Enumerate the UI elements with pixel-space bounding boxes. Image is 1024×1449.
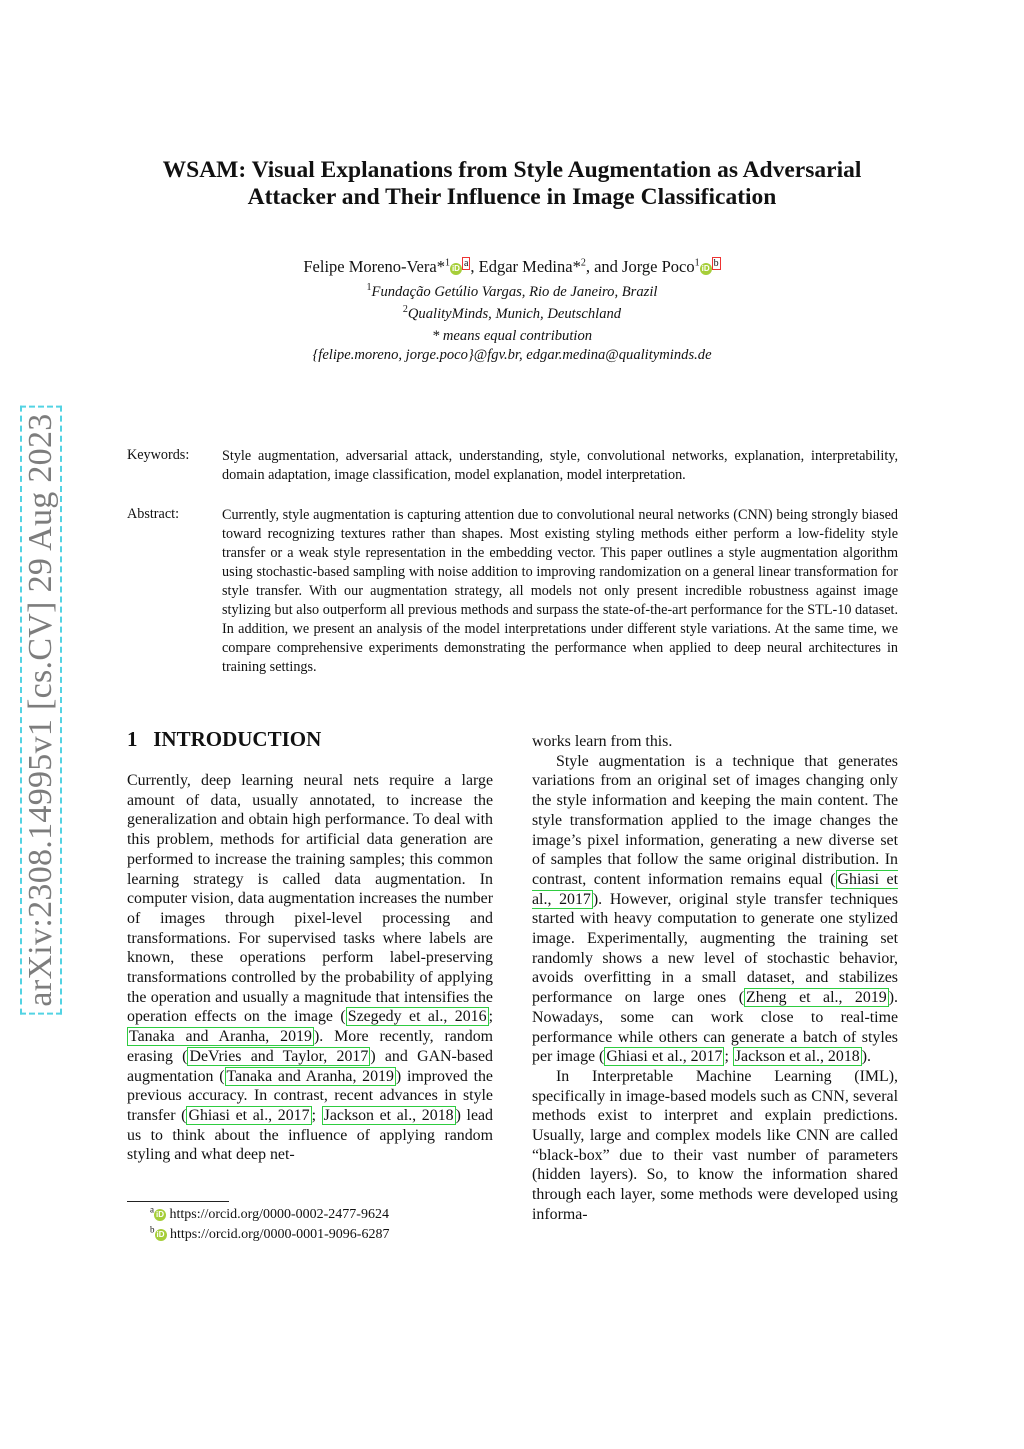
affiliation-number: 1 — [366, 282, 372, 294]
arxiv-stamp-text: arXiv:2308.14995v1 [cs.CV] 29 Aug 2023 — [20, 405, 62, 1014]
footnote-link[interactable]: b — [713, 257, 719, 269]
author-name: Jorge Poco — [622, 257, 695, 276]
body-text: ) and GAN-based augmentation ( — [127, 1047, 493, 1085]
body-text: Currently, deep learning neural nets require a large amount of data, usually annotated, to increase the generalization and obtain high performance. To deal with this problem, methods for artificial data generation are performed to increase the training samples; this common learning strategy is called data augmentation. In computer vision, data augmentation increases the number of images through pixel-level processing and transformations. For supervised tasks where labels are known, these operations perform label-preserving transformations controlled by the probability of applying the operation and usually a magnitude that intensifies the operation effects on the image ( — [127, 772, 493, 1026]
body-text: ) improved the previous accuracy. In contrast, recent advances in style transfer ( — [127, 1067, 493, 1124]
orcid-icon: iD — [156, 1210, 164, 1219]
body-text: ; — [488, 1008, 493, 1026]
citation-link[interactable]: Ghiasi et al., 2017 — [606, 1048, 723, 1066]
equal-contribution-note: * means equal contribution — [431, 328, 593, 344]
author-affiliation-mark: 1 — [444, 257, 450, 269]
affiliation-text: Fundação Getúlio Vargas, Rio de Janeiro, Brazil — [371, 284, 658, 300]
author-affiliation-mark: 1 — [694, 257, 700, 269]
author-affiliation-mark: 2 — [580, 257, 586, 269]
body-text: ). More recently, random erasing ( — [127, 1028, 493, 1065]
footnote-mark: b — [150, 1224, 155, 1235]
footnote-b — [150, 1224, 390, 1243]
section-number: 1 — [127, 727, 138, 751]
author-name: Felipe Moreno-Vera* — [303, 257, 445, 276]
arxiv-stamp[interactable] — [18, 400, 64, 1020]
affiliation-text: QualityMinds, Munich, Deutschland — [407, 306, 622, 322]
body-text: ) lead us to think about the influence of applying random styling and what deep net- — [127, 1106, 494, 1164]
body-text: ; — [311, 1106, 322, 1124]
author-emails: {felipe.moreno, jorge.poco}@fgv.br, edgar.medina@qualityminds.de — [312, 347, 712, 363]
footnote-mark: a — [150, 1204, 154, 1215]
paragraph — [127, 771, 493, 1165]
citation-link[interactable]: Ghiasi et al., 2017 — [532, 870, 898, 908]
author-separator: , and — [585, 257, 623, 276]
orcid-icon[interactable]: iD — [701, 264, 710, 273]
orcid-icon[interactable]: iD — [451, 264, 460, 273]
author-separator: , — [470, 257, 479, 276]
intro-right-column — [532, 732, 898, 1225]
paragraph: works learn from this. — [532, 733, 673, 750]
author-name: Edgar Medina* — [478, 257, 581, 276]
abstract-text: Currently, style augmentation is capturing attention due to convolutional neural networks (CNN) being strongly biased toward recognizing textures rather than shapes. Most existing styling methods either perform a low-fidelity style transfer or a weak style representation in the embedding vector. This paper outlines a style augmentation algorithm using stochastic-based sampling with noise addition to improving randomization on a general linear transformation for style transfer. With our augmentation strategy, all models not only present incredible robustness against image stylizing but also outperform all previous methods and surpass the state-of-the-art performance for the STL-10 dataset. In addition, we present an analysis of the model interpretations under different style variations. At the same time, we compare comprehensive experiments demonstrating the performance when applied to deep neural architectures in training settings. — [222, 507, 898, 675]
footnote-link[interactable]: a — [463, 257, 469, 269]
citation-link[interactable]: Tanaka and Aranha, 2019 — [226, 1067, 394, 1085]
affiliation-number: 2 — [402, 304, 408, 316]
orcid-icon: iD — [156, 1230, 165, 1239]
footnote-rule — [127, 1201, 229, 1202]
citation-link[interactable]: DeVries and Taylor, 2017 — [189, 1047, 369, 1065]
body-text: ). — [861, 1048, 871, 1066]
citation-link[interactable]: Zheng et al., 2019 — [746, 989, 887, 1007]
affiliation-1 — [112, 282, 912, 302]
body-text: ). Nowadays, some can work close to real-time performance while others can generate a batch of styles per image ( — [532, 989, 898, 1066]
paper-title — [112, 157, 912, 211]
body-text: ). However, original style transfer techniques started with heavy computation to generate one stylized image. Experimentally, augmenting the training set randomly shows a new level of stochastic behavior, avoids overfitting in a small dataset, and stabilizes performance on large ones ( — [532, 890, 898, 1007]
title-line-2: Attacker and Their Influence in Image Classification — [247, 184, 777, 210]
body-text: Style augmentation is a technique that generates variations from an original set of images changing only the style information and keeping the main content. The style transformation applied to the image changes the image’s pixel information, generating a new diverse set of samples that follow the same original distribution. In contrast, content information remains equal ( — [532, 752, 898, 888]
keywords-text: Style augmentation, adversarial attack, understanding, style, convolutional networks, explanation, interpretability, domain adaptation, image classification, model explanation, model interpretation. — [222, 448, 898, 483]
paragraph — [532, 752, 898, 1067]
section-heading — [127, 727, 321, 752]
footnote-a — [150, 1204, 389, 1223]
intro-left-column — [127, 771, 493, 1165]
author-list — [112, 255, 912, 279]
citation-link[interactable]: Ghiasi et al., 2017 — [188, 1106, 310, 1124]
keywords-label: Keywords: — [127, 447, 190, 463]
title-line-1: WSAM: Visual Explanations from Style Augmentation as Adversarial — [162, 157, 862, 183]
affiliation-2 — [112, 304, 912, 324]
body-text: ; — [724, 1048, 733, 1066]
citation-link[interactable]: Szegedy et al., 2016 — [347, 1008, 487, 1026]
abstract-label: Abstract: — [127, 506, 180, 522]
paragraph: In Interpretable Machine Learning (IML), specifically in image-based models such as CNN, several methods exist to interpret and explain predictions. Usually, large and complex models like CNN are called “black-box” due to their vast number of parameters (hidden layers). So, to know the information shared through each layer, some methods were developed using informa- — [532, 1067, 898, 1223]
citation-link[interactable]: Tanaka and Aranha, 2019 — [129, 1028, 312, 1046]
orcid-url[interactable]: https://orcid.org/0000-0002-2477-9624 — [169, 1207, 389, 1222]
section-title: INTRODUCTION — [153, 727, 322, 751]
orcid-url[interactable]: https://orcid.org/0000-0001-9096-6287 — [170, 1227, 390, 1242]
citation-link[interactable]: Jackson et al., 2018 — [323, 1106, 454, 1124]
citation-link[interactable]: Jackson et al., 2018 — [734, 1048, 860, 1066]
